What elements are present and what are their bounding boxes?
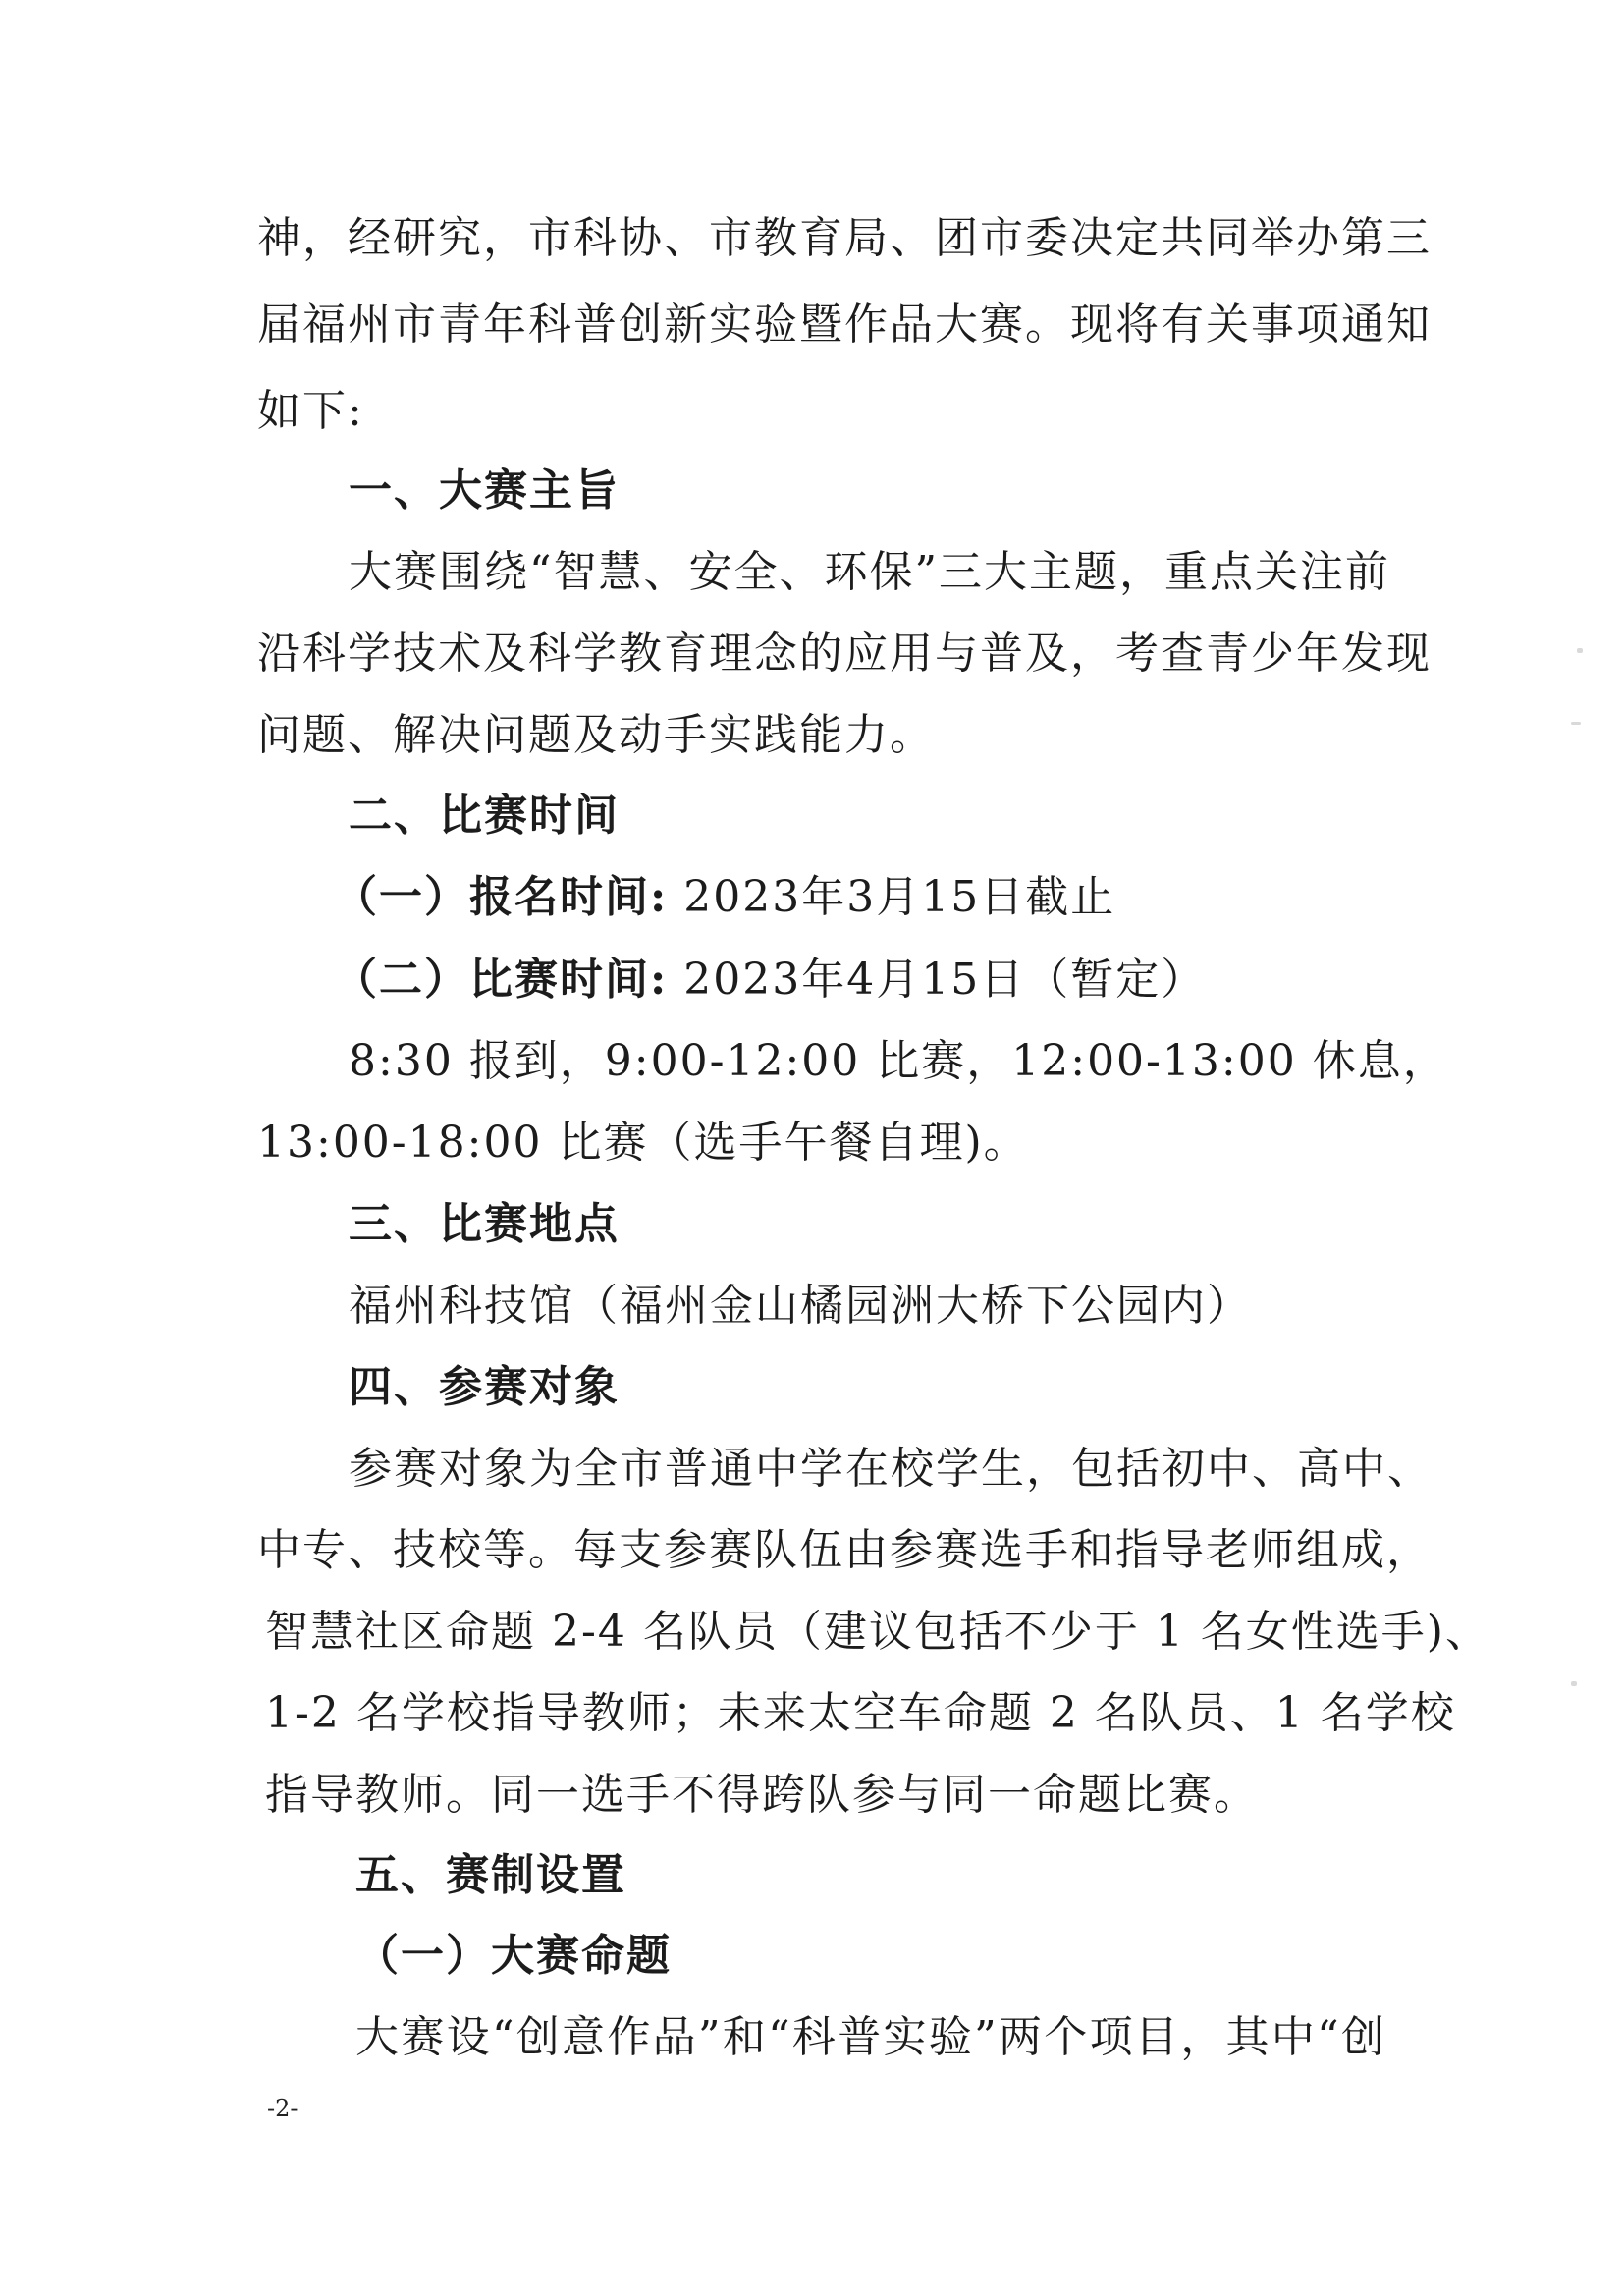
participants-line-2: 中专、技校等。每支参赛队伍由参赛选手和指导老师组成，: [257, 1525, 1432, 1575]
competition-time-value: 2023年4月15日（暂定）: [683, 955, 1207, 1005]
section-heading-location: 三、比赛地点: [349, 1199, 620, 1249]
participants-line-1: 参赛对象为全市普通中学在校学生，包括初中、高中、: [349, 1444, 1433, 1494]
intro-line-3: 如下:: [257, 386, 364, 436]
scan-speck: [1577, 648, 1583, 653]
scan-speck: [1571, 1681, 1577, 1686]
section-heading-time: 二、比赛时间: [349, 791, 620, 841]
registration-time: [334, 868, 1115, 927]
subsection-heading-theme: （一）大赛命题: [355, 1931, 672, 1981]
intro-line-1: 神，经研究，市科协、市教育局、团市委决定共同举办第三: [257, 213, 1432, 263]
format-line-1: 大赛设“创意作品”和“科普实验”两个项目，其中“创: [355, 2012, 1386, 2062]
section-heading-purpose: 一、大赛主旨: [349, 465, 620, 516]
participants-line-4: 1-2 名学校指导教师；未来太空车命题 2 名队员、1 名学校: [265, 1688, 1456, 1738]
location-text: 福州科技馆（福州金山橘园洲大桥下公园内）: [349, 1281, 1252, 1331]
competition-time: [334, 951, 1206, 1010]
section-heading-format: 五、赛制设置: [355, 1850, 626, 1900]
registration-time-value: 2023年3月15日截止: [683, 872, 1116, 922]
section-heading-participants: 四、参赛对象: [349, 1362, 620, 1412]
participants-line-5: 指导教师。同一选手不得跨队参与同一命题比赛。: [265, 1770, 1259, 1820]
schedule-line-1: 8:30 报到，9:00-12:00 比赛，12:00-13:00 休息，: [349, 1036, 1448, 1086]
schedule-line-2: 13:00-18:00 比赛（选手午餐自理)。: [257, 1118, 1029, 1168]
page-number: -2-: [267, 2095, 298, 2122]
purpose-line-2: 沿科学技术及科学教育理念的应用与普及，考查青少年发现: [257, 629, 1432, 679]
purpose-line-3: 问题、解决问题及动手实践能力。: [257, 710, 935, 760]
registration-time-label: （一）报名时间:: [334, 872, 669, 922]
participants-line-3: 智慧社区命题 2-4 名队员（建议包括不少于 1 名女性选手)、: [265, 1607, 1490, 1657]
competition-time-label: （二）比赛时间:: [334, 955, 669, 1005]
intro-line-2: 届福州市青年科普创新实验暨作品大赛。现将有关事项通知: [257, 300, 1432, 350]
scan-speck: [1571, 722, 1581, 725]
purpose-line-1: 大赛围绕“智慧、安全、环保”三大主题，重点关注前: [349, 547, 1390, 597]
